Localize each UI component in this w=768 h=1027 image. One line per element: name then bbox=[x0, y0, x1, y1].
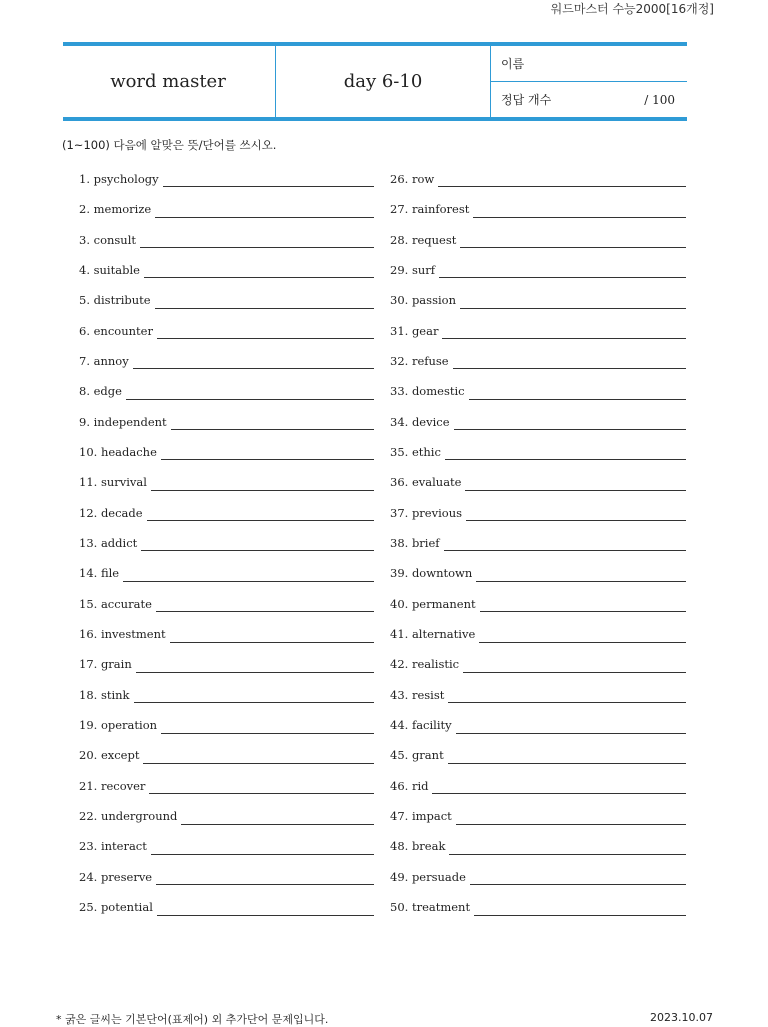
question-item bbox=[79, 529, 374, 559]
question-word: 3. consult bbox=[79, 232, 137, 247]
question-word: 43. resist bbox=[390, 687, 445, 702]
answer-line[interactable] bbox=[157, 915, 374, 916]
question-item bbox=[79, 590, 374, 620]
question-item bbox=[79, 195, 374, 225]
footer-note: * 굵은 글씨는 기본단어(표제어) 외 추가단어 문제입니다. bbox=[56, 1013, 329, 1026]
answer-line[interactable] bbox=[469, 399, 686, 400]
question-item bbox=[390, 772, 686, 802]
answer-line[interactable] bbox=[474, 915, 686, 916]
question-item bbox=[79, 256, 374, 286]
question-column-right bbox=[390, 165, 686, 924]
answer-line[interactable] bbox=[123, 581, 374, 582]
day-range: day 6-10 bbox=[276, 46, 491, 117]
question-item bbox=[79, 226, 374, 256]
question-word: 17. grain bbox=[79, 657, 132, 672]
answer-line[interactable] bbox=[476, 581, 686, 582]
question-word: 13. addict bbox=[79, 535, 138, 550]
question-word: 39. downtown bbox=[390, 566, 473, 581]
answer-line[interactable] bbox=[171, 429, 374, 430]
question-word: 35. ethic bbox=[390, 444, 441, 459]
question-word: 50. treatment bbox=[390, 900, 471, 915]
answer-line[interactable] bbox=[163, 186, 374, 187]
question-item bbox=[79, 711, 374, 741]
answer-line[interactable] bbox=[456, 824, 686, 825]
answer-line[interactable] bbox=[151, 854, 374, 855]
question-word: 26. row bbox=[390, 171, 435, 186]
answer-line[interactable] bbox=[466, 520, 686, 521]
question-word: 36. evaluate bbox=[390, 475, 462, 490]
question-item bbox=[79, 317, 374, 347]
question-item bbox=[390, 408, 686, 438]
question-word: 34. device bbox=[390, 414, 450, 429]
footer-date: 2023.10.07 bbox=[650, 1011, 713, 1024]
answer-line[interactable] bbox=[456, 733, 686, 734]
question-word: 31. gear bbox=[390, 323, 439, 338]
answer-line[interactable] bbox=[170, 642, 374, 643]
question-item bbox=[390, 195, 686, 225]
worksheet-header bbox=[63, 42, 687, 121]
question-item bbox=[390, 377, 686, 407]
question-item bbox=[390, 802, 686, 832]
answer-line[interactable] bbox=[473, 217, 686, 218]
question-word: 23. interact bbox=[79, 839, 147, 854]
question-item bbox=[79, 681, 374, 711]
answer-line[interactable] bbox=[465, 490, 686, 491]
answer-line[interactable] bbox=[134, 702, 374, 703]
question-word: 27. rainforest bbox=[390, 202, 470, 217]
question-item bbox=[390, 590, 686, 620]
question-item bbox=[79, 347, 374, 377]
question-word: 21. recover bbox=[79, 778, 146, 793]
score-field[interactable] bbox=[491, 82, 687, 117]
question-word: 40. permanent bbox=[390, 596, 476, 611]
question-item bbox=[390, 559, 686, 589]
question-column-left bbox=[79, 165, 374, 924]
question-item bbox=[390, 651, 686, 681]
question-word: 10. headache bbox=[79, 444, 157, 459]
question-item bbox=[79, 165, 374, 195]
answer-line[interactable] bbox=[439, 277, 686, 278]
question-word: 48. break bbox=[390, 839, 446, 854]
answer-line[interactable] bbox=[445, 459, 686, 460]
question-item bbox=[390, 833, 686, 863]
question-word: 37. previous bbox=[390, 505, 463, 520]
answer-line[interactable] bbox=[438, 186, 686, 187]
answer-line[interactable] bbox=[156, 611, 374, 612]
answer-line[interactable] bbox=[149, 793, 374, 794]
answer-line[interactable] bbox=[140, 247, 374, 248]
answer-line[interactable] bbox=[157, 338, 374, 339]
answer-line[interactable] bbox=[479, 642, 686, 643]
answer-line[interactable] bbox=[143, 763, 374, 764]
score-label: 정답 개수 bbox=[501, 93, 552, 107]
question-word: 29. surf bbox=[390, 262, 436, 277]
question-word: 5. distribute bbox=[79, 293, 151, 308]
answer-line[interactable] bbox=[136, 672, 374, 673]
question-item bbox=[79, 742, 374, 772]
question-item bbox=[390, 256, 686, 286]
question-word: 14. file bbox=[79, 566, 120, 581]
answer-line[interactable] bbox=[161, 733, 374, 734]
question-item bbox=[390, 529, 686, 559]
question-word: 45. grant bbox=[390, 748, 444, 763]
question-item bbox=[79, 559, 374, 589]
question-word: 7. annoy bbox=[79, 353, 129, 368]
question-item bbox=[79, 438, 374, 468]
question-item bbox=[79, 772, 374, 802]
question-word: 46. rid bbox=[390, 778, 429, 793]
answer-line[interactable] bbox=[470, 884, 686, 885]
question-word: 42. realistic bbox=[390, 657, 460, 672]
question-item bbox=[390, 681, 686, 711]
question-word: 12. decade bbox=[79, 505, 143, 520]
question-word: 30. passion bbox=[390, 293, 456, 308]
answer-line[interactable] bbox=[141, 550, 374, 551]
answer-line[interactable] bbox=[444, 550, 686, 551]
question-word: 22. underground bbox=[79, 809, 178, 824]
name-field[interactable] bbox=[491, 46, 687, 82]
question-word: 16. investment bbox=[79, 627, 166, 641]
question-word: 24. preserve bbox=[79, 869, 153, 884]
instructions: (1~100) 다음에 알맞은 뜻/단어를 쓰시오. bbox=[62, 138, 277, 152]
answer-line[interactable] bbox=[151, 490, 374, 491]
answer-line[interactable] bbox=[156, 884, 374, 885]
question-word: 6. encounter bbox=[79, 323, 153, 338]
worksheet-title: word master bbox=[63, 46, 276, 117]
question-word: 11. survival bbox=[79, 475, 147, 490]
question-item bbox=[390, 468, 686, 498]
answer-line[interactable] bbox=[126, 399, 374, 400]
answer-line[interactable] bbox=[480, 611, 686, 612]
question-item bbox=[390, 165, 686, 195]
question-item bbox=[79, 499, 374, 529]
answer-line[interactable] bbox=[155, 308, 374, 309]
question-item bbox=[79, 651, 374, 681]
student-info bbox=[491, 46, 687, 117]
question-word: 41. alternative bbox=[390, 627, 476, 641]
question-item bbox=[79, 377, 374, 407]
question-item bbox=[390, 742, 686, 772]
answer-line[interactable] bbox=[161, 459, 374, 460]
score-total: / 100 bbox=[644, 92, 675, 107]
answer-line[interactable] bbox=[442, 338, 686, 339]
question-word: 8. edge bbox=[79, 384, 122, 399]
answer-line[interactable] bbox=[448, 763, 686, 764]
question-word: 25. potential bbox=[79, 900, 153, 915]
question-word: 4. suitable bbox=[79, 262, 140, 277]
question-word: 33. domestic bbox=[390, 384, 465, 399]
question-item bbox=[79, 408, 374, 438]
question-item bbox=[79, 468, 374, 498]
answer-line[interactable] bbox=[454, 429, 686, 430]
question-item bbox=[390, 711, 686, 741]
answer-line[interactable] bbox=[147, 520, 374, 521]
series-label: 워드마스터 수능2000[16개정] bbox=[550, 2, 714, 16]
name-label: 이름 bbox=[501, 57, 525, 71]
answer-line[interactable] bbox=[460, 308, 686, 309]
question-word: 38. brief bbox=[390, 535, 440, 550]
question-word: 47. impact bbox=[390, 809, 452, 824]
answer-line[interactable] bbox=[453, 368, 686, 369]
answer-line[interactable] bbox=[448, 702, 686, 703]
answer-line[interactable] bbox=[449, 854, 686, 855]
question-item bbox=[79, 286, 374, 316]
question-word: 2. memorize bbox=[79, 202, 152, 217]
question-item bbox=[79, 863, 374, 893]
question-word: 28. request bbox=[390, 232, 457, 247]
question-item bbox=[390, 347, 686, 377]
question-item bbox=[390, 620, 686, 650]
question-word: 49. persuade bbox=[390, 869, 466, 884]
question-word: 1. psychology bbox=[79, 171, 159, 186]
question-item bbox=[390, 893, 686, 923]
question-item bbox=[390, 863, 686, 893]
answer-line[interactable] bbox=[144, 277, 374, 278]
question-word: 18. stink bbox=[79, 687, 130, 702]
answer-line[interactable] bbox=[463, 672, 686, 673]
answer-line[interactable] bbox=[181, 824, 374, 825]
answer-line[interactable] bbox=[133, 368, 374, 369]
question-item bbox=[79, 893, 374, 923]
question-word: 9. independent bbox=[79, 414, 167, 429]
question-item bbox=[79, 620, 374, 650]
question-word: 15. accurate bbox=[79, 596, 152, 611]
answer-line[interactable] bbox=[432, 793, 686, 794]
question-word: 44. facility bbox=[390, 718, 452, 733]
question-item bbox=[79, 802, 374, 832]
question-word: 19. operation bbox=[79, 718, 158, 733]
question-item bbox=[390, 317, 686, 347]
question-item bbox=[390, 226, 686, 256]
question-word: 20. except bbox=[79, 748, 140, 763]
question-item bbox=[79, 833, 374, 863]
answer-line[interactable] bbox=[460, 247, 686, 248]
question-item bbox=[390, 499, 686, 529]
question-item bbox=[390, 286, 686, 316]
question-item bbox=[390, 438, 686, 468]
answer-line[interactable] bbox=[155, 217, 374, 218]
question-word: 32. refuse bbox=[390, 353, 449, 368]
